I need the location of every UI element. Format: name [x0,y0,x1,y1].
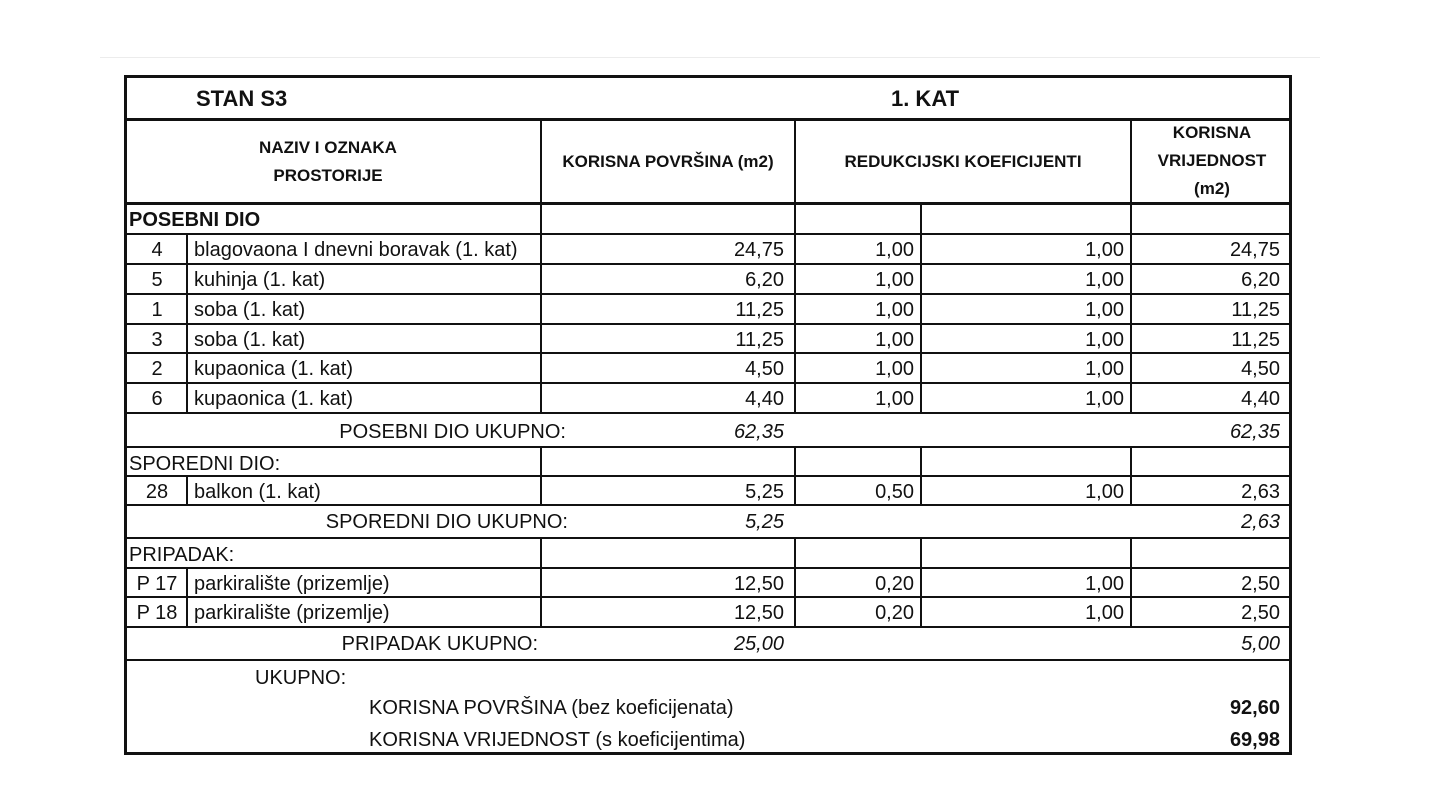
row-id: P 18 [136,602,178,624]
section-title-pripadak: PRIPADAK: [129,544,235,566]
row-name: balkon (1. kat) [194,481,321,503]
total-label-posebni: POSEBNI DIO UKUPNO: [339,421,566,443]
column-header-area: KORISNA POVRŠINA (m2) [562,152,774,171]
gridline [920,537,922,627]
gridline [794,537,796,627]
gridline [794,118,796,204]
row-value: 4,40 [1241,388,1280,410]
total-value-posebni: 62,35 [1229,421,1280,443]
row-coef-1: 1,00 [875,269,914,291]
row-area: 24,75 [733,239,784,261]
row-coef-1: 0,20 [875,602,914,624]
row-id: 2 [151,358,163,380]
total-value-pripadak: 5,00 [1241,633,1280,655]
gridline [124,233,1292,235]
row-area: 12,50 [733,573,784,595]
row-value: 4,50 [1241,358,1280,380]
gridline [124,352,1292,354]
row-area: 4,50 [745,358,784,380]
row-name: kupaonica (1. kat) [194,358,353,380]
summary-label: UKUPNO: [255,667,347,689]
row-value: 11,25 [1231,329,1280,351]
row-coef-1: 1,00 [875,299,914,321]
row-coef-1: 0,50 [875,481,914,503]
unit-title: STAN S3 [196,86,288,111]
gridline [1130,446,1132,505]
row-coef-2: 1,00 [1085,239,1124,261]
gridline [124,118,1292,121]
gridline [540,118,542,204]
gridline [920,446,922,505]
gridline [186,475,188,505]
total-area-sporedni: 5,25 [745,511,784,533]
gridline [794,446,796,505]
gridline [124,202,1292,205]
row-name: parkiralište (prizemlje) [194,602,390,624]
row-area: 11,25 [735,329,784,351]
row-id: 5 [151,269,163,291]
gridline [124,596,1292,598]
row-area: 6,20 [745,269,784,291]
row-value: 2,63 [1241,481,1280,503]
row-id: 6 [151,388,163,410]
total-label-sporedni: SPOREDNI DIO UKUPNO: [325,511,568,533]
summary-area-label: KORISNA POVRŠINA (bez koeficijenata) [369,697,734,719]
row-area: 12,50 [733,602,784,624]
gridline [540,446,542,505]
column-header-name-line2: PROSTORIJE [273,166,383,185]
row-id: 1 [151,299,163,321]
gridline [124,659,1292,661]
gridline [124,382,1292,384]
row-coef-2: 1,00 [1085,602,1124,624]
gridline [186,567,188,627]
row-coef-2: 1,00 [1085,299,1124,321]
gridline [540,203,542,413]
row-id: 3 [151,329,163,351]
row-area: 5,25 [745,481,784,503]
summary-area-value: 92,60 [1229,697,1280,719]
row-name: kuhinja (1. kat) [194,269,326,291]
column-header-value-line1: KORISNA [1172,123,1252,142]
row-coef-1: 1,00 [875,358,914,380]
row-coef-2: 1,00 [1085,358,1124,380]
total-label-pripadak: PRIPADAK UKUPNO: [341,633,538,655]
gridline [124,475,1292,477]
row-value: 6,20 [1241,269,1280,291]
summary-value-value: 69,98 [1229,729,1280,751]
column-header-name-line1: NAZIV I OZNAKA [259,138,397,157]
gridline [1130,537,1132,627]
row-id: 4 [151,239,163,261]
gridline [540,537,542,627]
column-header-name [188,134,468,190]
gridline [124,504,1292,506]
section-title-posebni: POSEBNI DIO [129,209,261,231]
gridline [186,233,188,413]
column-header-coefficients: REDUKCIJSKI KOEFICIJENTI [844,152,1082,171]
total-area-posebni: 62,35 [733,421,784,443]
row-area: 11,25 [735,299,784,321]
row-name: kupaonica (1. kat) [194,388,353,410]
column-header-value [1132,119,1292,203]
gridline [124,567,1292,569]
row-value: 2,50 [1241,573,1280,595]
row-value: 11,25 [1231,299,1280,321]
gridline [124,537,1292,539]
column-header-value-line2: VRIJEDNOST [1157,151,1267,170]
section-title-sporedni: SPOREDNI DIO: [129,453,281,475]
row-coef-1: 0,20 [875,573,914,595]
row-name: parkiralište (prizemlje) [194,573,390,595]
column-header-value-line3: (m2) [1194,179,1230,198]
total-value-sporedni: 2,63 [1241,511,1280,533]
floor-title: 1. KAT [890,86,960,111]
gridline [794,203,796,413]
row-coef-2: 1,00 [1085,329,1124,351]
row-coef-2: 1,00 [1085,573,1124,595]
row-area: 4,40 [745,388,784,410]
row-coef-2: 1,00 [1085,481,1124,503]
gridline [124,446,1292,448]
gridline [1130,203,1132,413]
gridline [124,412,1292,414]
gridline [124,293,1292,295]
row-coef-1: 1,00 [875,239,914,261]
row-coef-2: 1,00 [1085,269,1124,291]
gridline [920,203,922,413]
gridline [124,323,1292,325]
gridline [1130,118,1132,204]
gridline [124,263,1292,265]
row-id: 28 [145,481,169,503]
row-coef-2: 1,00 [1085,388,1124,410]
total-area-pripadak: 25,00 [733,633,784,655]
row-value: 24,75 [1229,239,1280,261]
row-coef-1: 1,00 [875,388,914,410]
summary-value-label: KORISNA VRIJEDNOST (s koeficijentima) [369,729,746,751]
row-coef-1: 1,00 [875,329,914,351]
row-name: soba (1. kat) [194,329,306,351]
row-value: 2,50 [1241,602,1280,624]
row-name: blagovaona I dnevni boravak (1. kat) [194,239,518,261]
gridline [124,626,1292,628]
row-name: soba (1. kat) [194,299,306,321]
row-id: P 17 [136,573,178,595]
